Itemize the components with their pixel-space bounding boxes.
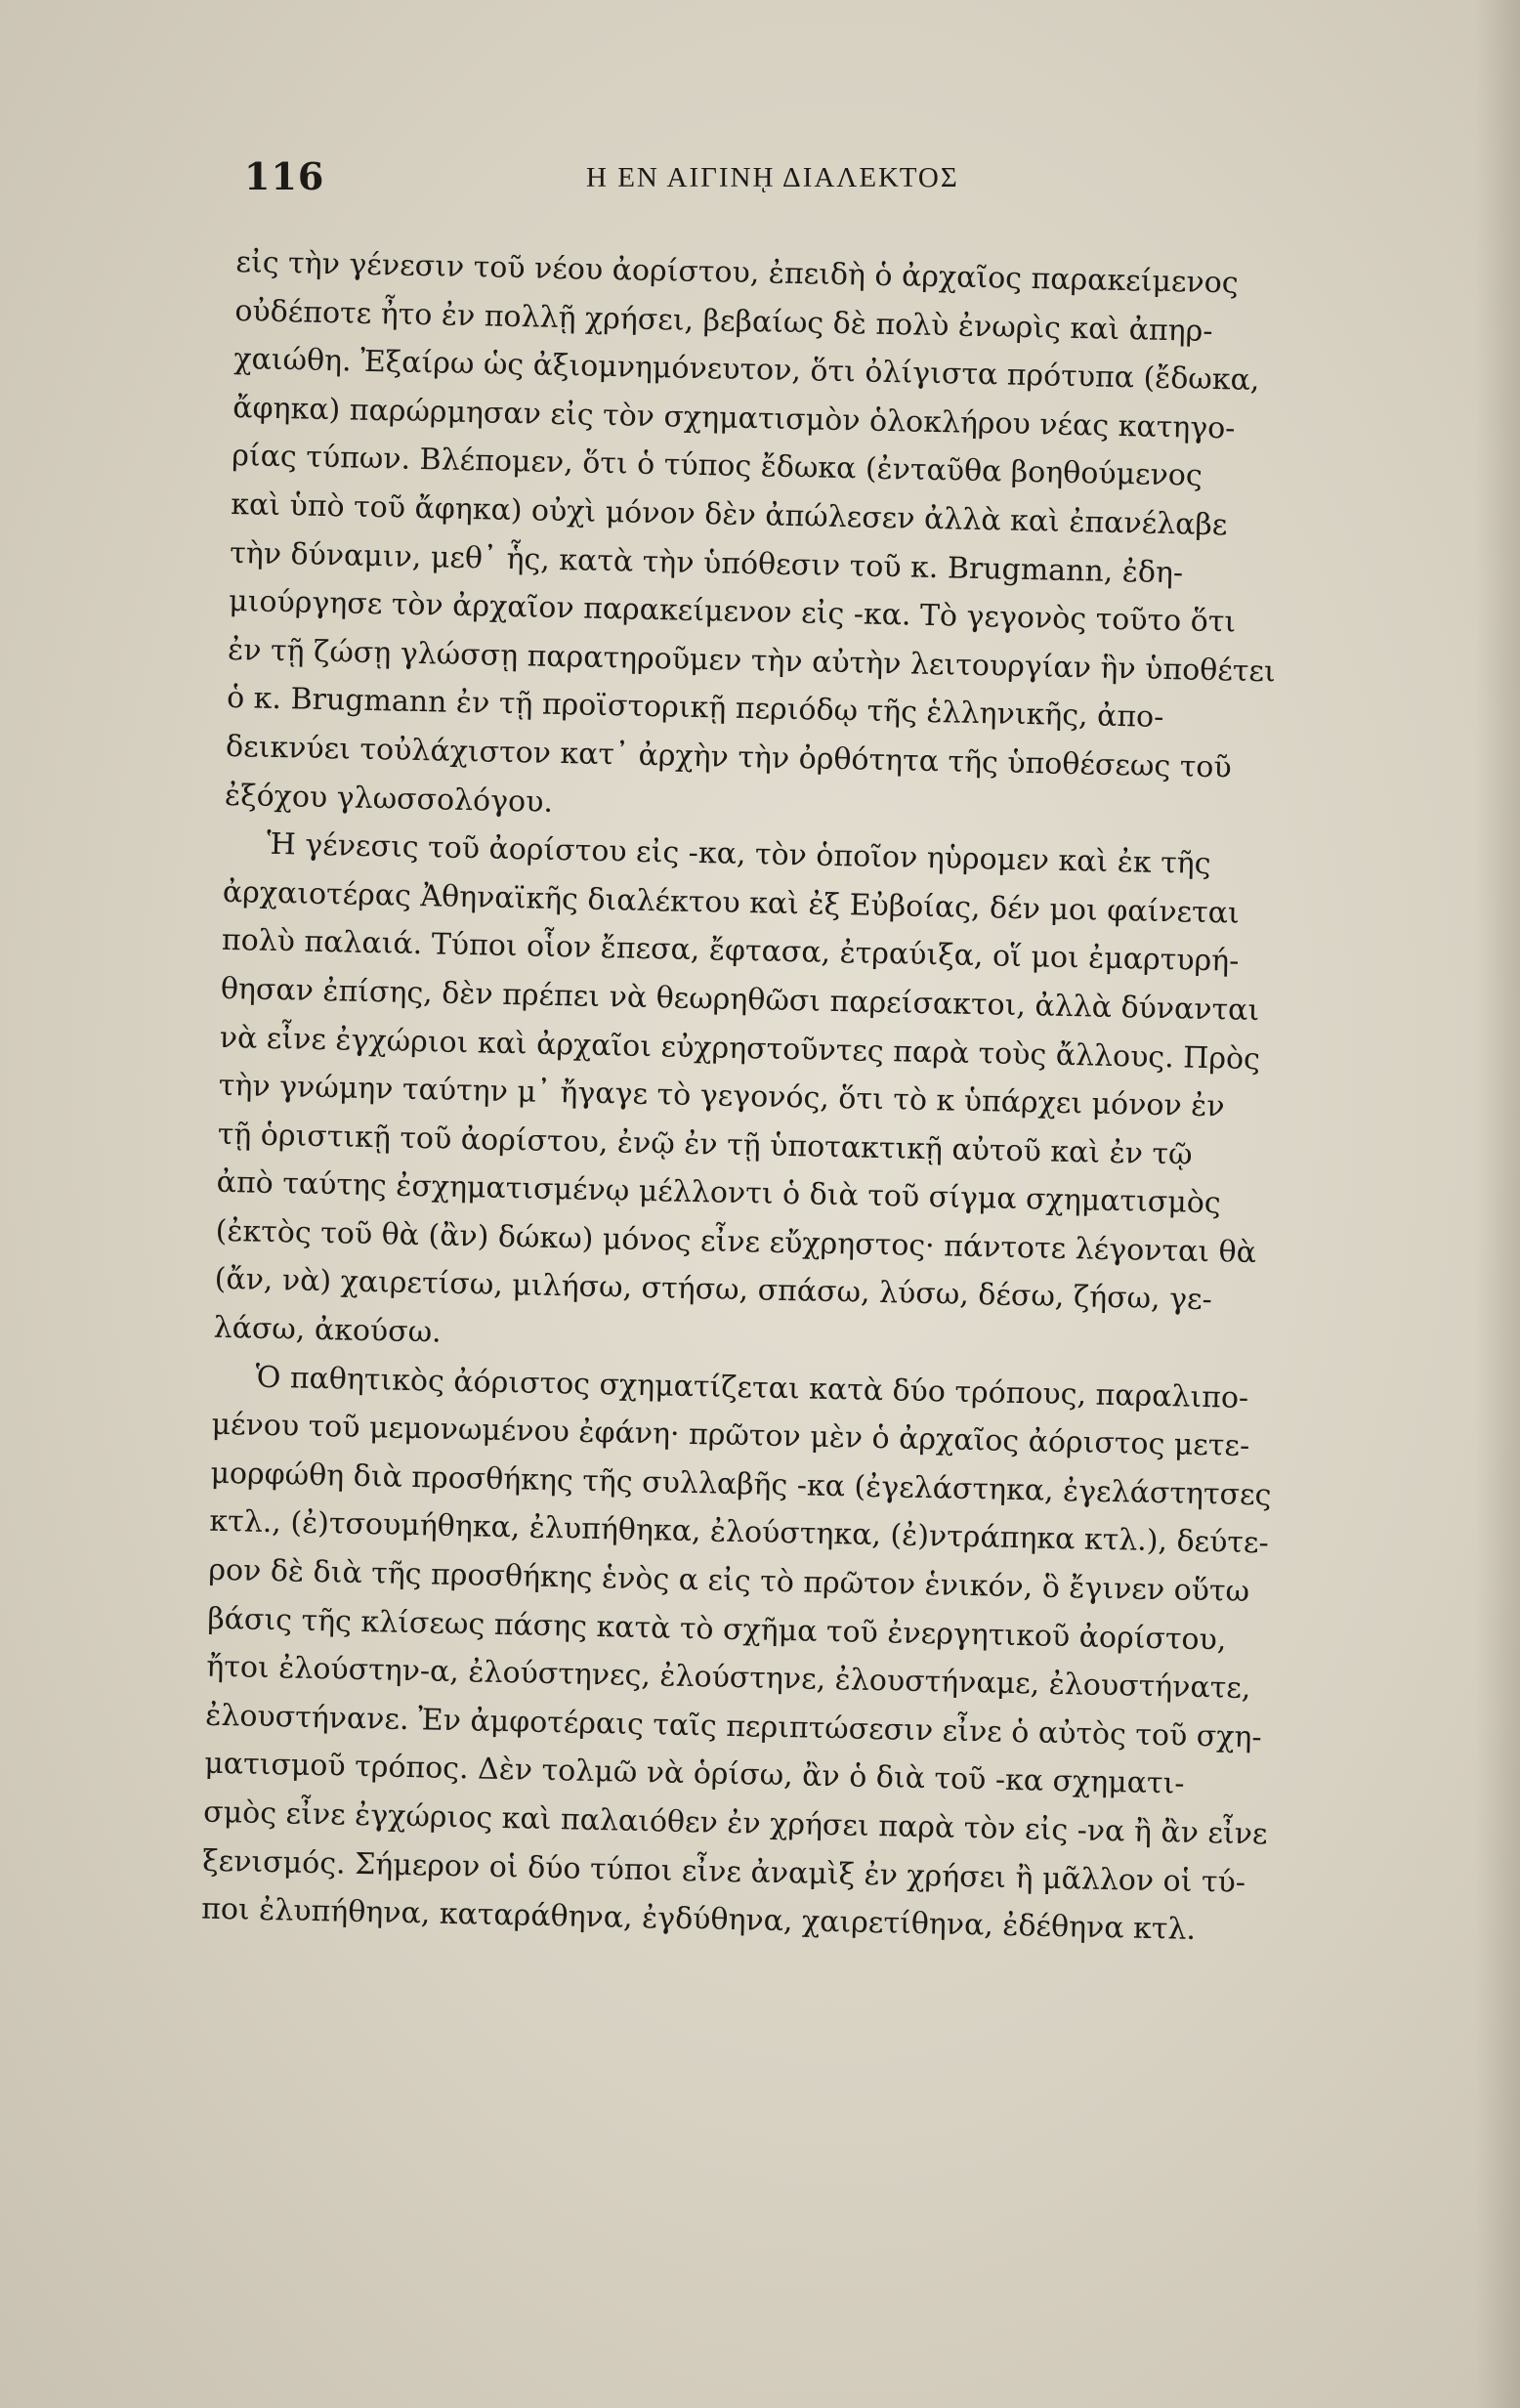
text-line: μιούργησε τὸν ἀρχαῖον παρακείμενον εἰς -κα. Τὸ γεγονὸς τοῦτο ὅτι (228, 584, 1237, 640)
text-line: καὶ ὑπὸ τοῦ ἄφηκα) οὐχὶ μόνον δὲν ἀπώλεσεν ἀλλὰ καὶ ἐπανέλαβε (230, 486, 1228, 543)
text-line: βάσις τῆς κλίσεως πάσης κατὰ τὸ σχῆμα τοῦ ἐνεργητικοῦ ἀορίστου, (207, 1601, 1227, 1658)
text-line: ἄφηκα) παρώρμησαν εἰς τὸν σχηματισμὸν ὁλοκλήρου νέας κατηγο- (232, 390, 1236, 446)
text-line: ὁ κ. Brugmann ἐν τῇ προϊστορικῇ περιόδῳ τῆς ἑλληνικῆς, ἀπο- (226, 681, 1164, 736)
text-line: νὰ εἶνε ἐγχώριοι καὶ ἀρχαῖοι εὐχρηστοῦντες παρὰ τοὺς ἄλλους. Πρὸς (219, 1020, 1261, 1077)
text-line: ἐν τῇ ζώσῃ γλώσσῃ παρατηροῦμεν τὴν αὐτὴν λειτουργίαν ἣν ὑποθέτει (227, 632, 1277, 690)
text-line: λάσω, ἀκούσω. (213, 1310, 443, 1350)
paragraph-1 (225, 238, 1418, 844)
text-line: οὐδέποτε ἦτο ἐν πολλῇ χρήσει, βεβαίως δὲ πολὺ ἐνωρὶς καὶ ἀπηρ- (234, 293, 1213, 349)
text-line: ρον δὲ διὰ τῆς προσθήκης ἑνὸς α εἰς τὸ πρῶτον ἑνικόν, ὃ ἔγινεν οὕτω (208, 1552, 1250, 1610)
text-line: μένου τοῦ μεμονωμένου ἐφάνη· πρῶτον μὲν ὁ ἀρχαῖος ἀόριστος μετε- (211, 1407, 1250, 1464)
text-line: ποι ἐλυπήθηνα, καταράθηνα, ἐγδύθηνα, χαιρετίθηνα, ἐδέθηνα κτλ. (200, 1891, 1197, 1948)
body-text (201, 238, 1418, 1959)
text-line: τὴν δύναμιν, μεθ᾽ ἧς, κατὰ τὴν ὑπόθεσιν τοῦ κ. Brugmann, ἐδη- (229, 535, 1184, 590)
text-line: ξενισμός. Σήμερον οἱ δύο τύποι εἶνε ἀναμὶξ ἐν χρήσει ἢ μᾶλλον οἱ τύ- (201, 1843, 1246, 1900)
text-line: χαιώθη. Ἐξαίρω ὡς ἀξιομνημόνευτον, ὅτι ὀλίγιστα πρότυπα (ἔδωκα, (233, 342, 1260, 399)
text-line: ἤτοι ἐλούστην-α, ἐλούστηνες, ἐλούστηνε, ἐλουστήναμε, ἐλουστήνατε, (206, 1649, 1251, 1707)
text-line: (ἐκτὸς τοῦ θὰ (ἂν) δώκω) μόνος εἶνε εὔχρηστος· πάντοτε λέγονται θὰ (215, 1213, 1257, 1270)
text-line: ματισμοῦ τρόπος. Δὲν τολμῶ νὰ ὁρίσω, ἂν ὁ διὰ τοῦ -κα σχηματι- (203, 1747, 1185, 1802)
text-line: ἐξόχου γλωσσολόγου. (224, 778, 554, 820)
text-line: κτλ., (ἐ)τσουμήθηκα, ἐλυπήθηκα, ἐλούστηκα, (ἐ)ντράπηκα κτλ.), δεύτε- (209, 1504, 1270, 1561)
page-number: 116 (244, 154, 325, 198)
page-header (244, 154, 1377, 213)
text-line: Ἡ γένεσις τοῦ ἀορίστου εἰς -κα, τὸν ὁποῖον ηὑρομεν καὶ ἐκ τῆς (266, 826, 1211, 882)
page-edge-shadow (1475, 0, 1520, 2408)
text-line: ρίας τύπων. Βλέπομεν, ὅτι ὁ τύπος ἔδωκα (ἐνταῦθα βοηθούμενος (231, 439, 1203, 494)
text-line: τὴν γνώμην ταύτην μ᾽ ἤγαγε τὸ γεγονός, ὅτι τὸ κ ὑπάρχει μόνον ἐν (218, 1068, 1225, 1124)
paragraph-3 (201, 1352, 1395, 1958)
text-line: ἐλουστήνανε. Ἐν ἀμφοτέραις ταῖς περιπτώσεσιν εἶνε ὁ αὐτὸς τοῦ σχη- (204, 1698, 1262, 1755)
text-line: σμὸς εἶνε ἐγχώριος καὶ παλαιόθεν ἐν χρήσει παρὰ τὸν εἰς -να ἢ ἂν εἶνε (202, 1795, 1268, 1852)
text-line: θησαν ἐπίσης, δὲν πρέπει νὰ θεωρηθῶσι παρείσακτοι, ἀλλὰ δύνανται (220, 971, 1260, 1029)
text-line: δεικνύει τοὐλάχιστον κατ᾽ ἀρχὴν τὴν ὀρθότητα τῆς ὑποθέσεως τοῦ (225, 729, 1233, 785)
text-line: πολὺ παλαιά. Τύποι οἷον ἔπεσα, ἔφτασα, ἐτραύιξα, οἵ μοι ἐμαρτυρή- (221, 923, 1240, 979)
text-line: τῇ ὁριστικῇ τοῦ ἀορίστου, ἐνῷ ἐν τῇ ὑποτακτικῇ αὐτοῦ καὶ ἐν τῷ (217, 1117, 1193, 1172)
running-title: Η ΕΝ ΑΙΓΙΝῌ ΔΙΑΛΕΚΤΟΣ (586, 162, 959, 193)
paragraph-2 (213, 820, 1406, 1377)
text-line: ἀπὸ ταύτης ἐσχηματισμένῳ μέλλοντι ὁ διὰ τοῦ σίγμα σχηματισμὸς (216, 1165, 1222, 1221)
text-line: ἀρχαιοτέρας Ἀθηναϊκῆς διαλέκτου καὶ ἐξ Εὐβοίας, δέν μοι φαίνεται (222, 874, 1241, 931)
text-line: μορφώθη διὰ προσθήκης τῆς συλλαβῆς -κα (ἐγελάστηκα, ἐγελάστητσες (210, 1456, 1272, 1513)
text-line: εἰς τὴν γένεσιν τοῦ νέου ἀορίστου, ἐπειδὴ ὁ ἀρχαῖος παρακείμενος (235, 244, 1239, 301)
text-line: Ὁ παθητικὸς ἀόριστος σχηματίζεται κατὰ δύο τρόπους, παραλιπο- (255, 1360, 1249, 1415)
text-line: (ἄν, νὰ) χαιρετίσω, μιλήσω, στήσω, σπάσω, λύσω, δέσω, ζήσω, γε- (214, 1262, 1213, 1318)
